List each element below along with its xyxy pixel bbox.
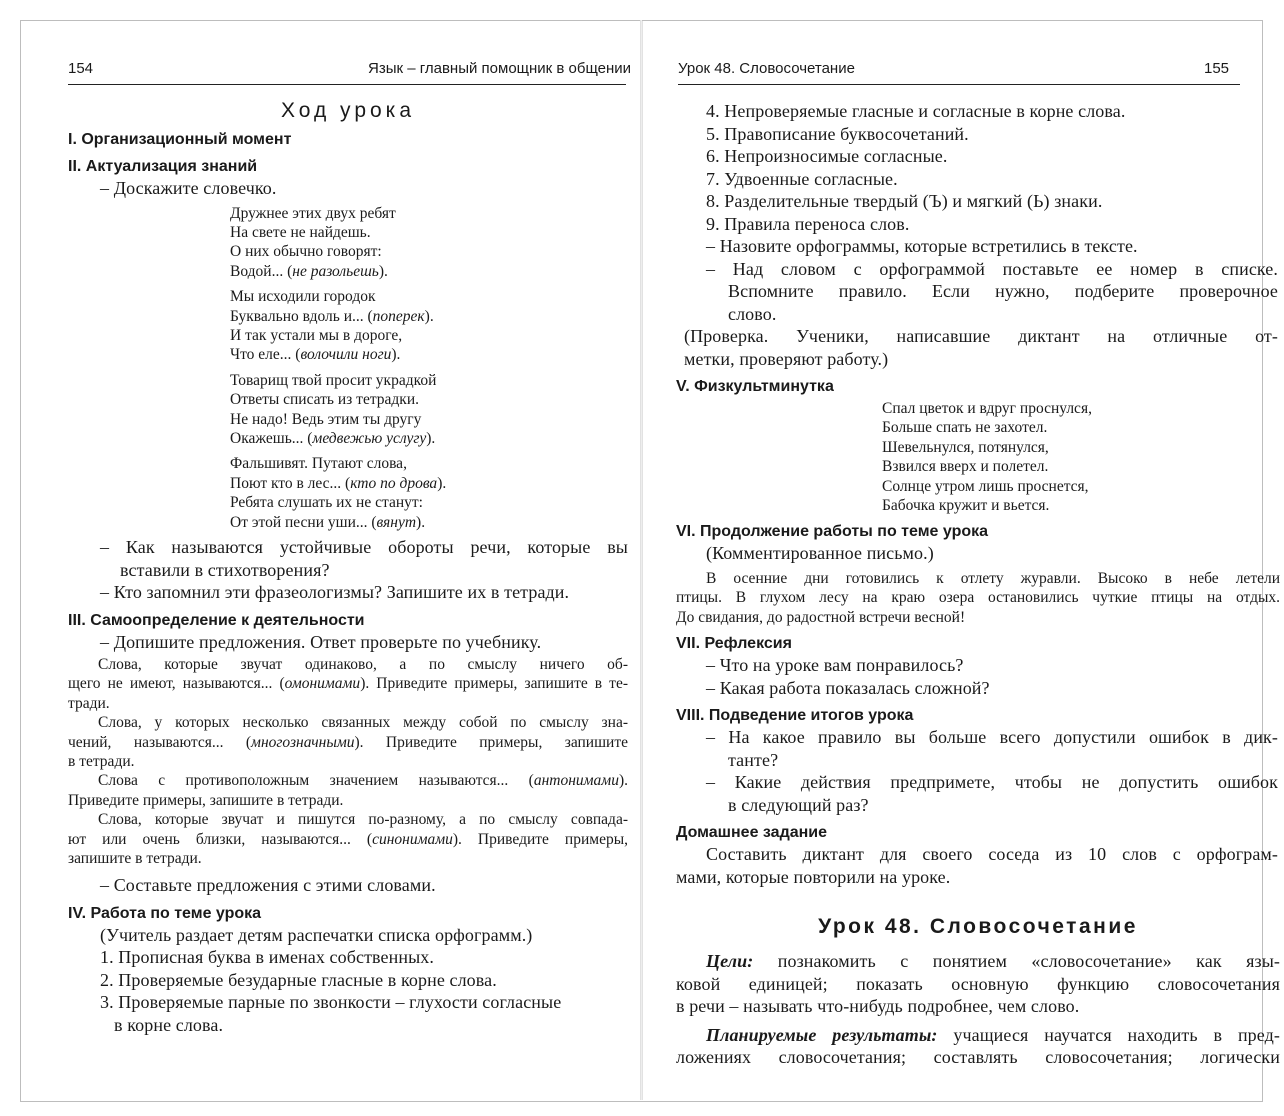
poem-line: Ребята слушать их не станут:	[230, 494, 423, 512]
question-line: в следующий раз?	[728, 794, 869, 815]
section-heading: IV. Работа по теме урока	[68, 904, 262, 922]
section-heading: III. Самоопределение к деятельности	[68, 611, 365, 629]
poem-line: Больше спать не захотел.	[882, 419, 1048, 437]
section-heading: VII. Рефлексия	[676, 635, 792, 653]
spelling-rule-item: 9. Правила переноса слов.	[706, 213, 910, 234]
homework-line: мами, которые повторили на уроке.	[676, 866, 951, 887]
question-line: Вспомните правило. Если нужно, подберите проверочное	[728, 281, 1278, 301]
question-line: – Какая работа показалась сложной?	[706, 677, 990, 698]
poem-line: Дружнее этих двух ребят	[230, 204, 396, 222]
text-line: Планируемые результаты: учащиеся научатся находить в пред-	[706, 1024, 1280, 1045]
text-line: в речи – называть что-нибудь подробнее, чем слово.	[676, 996, 1080, 1017]
teacher-prompt: – Доскажите словечко.	[100, 178, 277, 198]
teacher-note: метки, проверяют работу.)	[684, 348, 889, 369]
text-line: ют или очень близки, называются... (синонимами). Приведите примеры,	[68, 830, 628, 848]
text-line: щего не имеют, называются... (омонимами). Приведите примеры, запишите в те-	[68, 675, 628, 693]
question-line: – Назовите орфограммы, которые встретились в тексте.	[706, 236, 1138, 256]
text-line: в тетради.	[68, 753, 135, 771]
question-line: вставили в стихотворения?	[120, 559, 330, 580]
poem-line: Не надо! Ведь этим ты другу	[230, 410, 422, 428]
homework-line: Составить диктант для своего соседа из 10 слов с орфограм-	[706, 844, 1278, 865]
section-heading: VI. Продолжение работы по теме урока	[676, 523, 989, 541]
answer: синонимами	[372, 830, 453, 848]
text-line: Цели: познакомить с понятием «словосочетание» как язы-	[706, 951, 1280, 972]
text-line: ковой единицей; показать основную функцию словосочетания	[676, 973, 1280, 994]
answer: поперек	[372, 307, 425, 325]
poem-line: Ответы списать из тетрадки.	[230, 391, 419, 409]
poem-line: Спал цветок и вдруг проснулся,	[882, 400, 1092, 417]
poem-line: Взвился вверх и полетел.	[882, 458, 1049, 476]
text-line: В осенние дни готовились к отлету журавли. Высоко в небе летели	[706, 569, 1280, 587]
answer: многозначными	[251, 733, 355, 751]
answer: медвежью услугу	[312, 429, 427, 447]
question-line: – Как называются устойчивые обороты речи, которые вы	[100, 537, 628, 557]
poem-line: Что еле... (волочили ноги).	[230, 346, 401, 364]
answer: не разольешь	[292, 262, 379, 280]
poem-line: Водой... (не разольешь).	[230, 262, 388, 280]
results-label: Планируемые результаты:	[706, 1024, 938, 1045]
text-line: чений, называются... (многозначными). Приведите примеры, запишите	[68, 733, 628, 751]
lesson-goals	[676, 950, 1280, 1069]
right-page	[642, 0, 1284, 1116]
poem-line: От этой песни уши... (вянут).	[230, 513, 426, 531]
riddle-poems	[68, 204, 628, 533]
section-heading: I. Организационный момент	[68, 131, 292, 148]
spelling-rule-item: 7. Удвоенные согласные.	[706, 168, 898, 189]
poem-line: И так устали мы в дороге,	[230, 326, 403, 344]
answer: антонимами	[533, 772, 619, 790]
text-line: Слова, которые звучат одинаково, а по смыслу ничего об-	[98, 656, 628, 673]
poem-line: Бабочка кружит и вьется.	[882, 497, 1050, 515]
question-line: – Над словом с орфограммой поставьте ее номер в списке.	[706, 258, 1278, 279]
question-line: – Какие действия предпримете, чтобы не допустить ошибок	[706, 772, 1278, 793]
text-line: Приведите примеры, запишите в тетради.	[68, 791, 344, 809]
poem-line: Окажешь... (медвежью услугу).	[230, 429, 436, 447]
question-line: – Что на уроке вам понравилось?	[706, 655, 964, 676]
text-line: птицы. В глухом лесу на краю озера остановились чуткие птицы на отдых.	[676, 589, 1280, 607]
poem-line: Фальшивят. Путают слова,	[230, 455, 407, 473]
question-line: – Кто запомнил эти фразеологизмы? Запишите их в тетради.	[100, 582, 570, 602]
answer: волочили ноги	[300, 346, 392, 364]
poem-line: Мы исходили городок	[230, 288, 376, 306]
left-content	[68, 96, 628, 1036]
poem-line: Буквально вдоль и... (поперек).	[230, 307, 434, 325]
running-head: Язык – главный помощник в общении	[368, 60, 632, 77]
spelling-rule-item: в корне слова.	[114, 1014, 224, 1035]
spelling-rule-item: 3. Проверяемые парные по звонкости – глухости согласные	[100, 992, 562, 1013]
teacher-prompt: – Допишите предложения. Ответ проверьте по учебнику.	[100, 631, 542, 652]
exercise-poem	[706, 399, 1278, 515]
definition-paragraphs	[68, 655, 628, 868]
spelling-rule-item: 8. Разделительные твердый (Ъ) и мягкий (Ь) знаки.	[706, 191, 1103, 211]
spelling-rule-item: 1. Прописная буква в именах собственных.	[100, 947, 435, 968]
dictation-text	[676, 569, 1280, 627]
answer: вянут	[376, 513, 417, 531]
homework-heading: Домашнее задание	[676, 824, 828, 842]
answer: кто по дрова	[350, 474, 438, 492]
section-heading: II. Актуализация знаний	[68, 158, 258, 175]
page-number: 155	[1204, 60, 1230, 77]
teacher-note: (Проверка. Ученики, написавшие диктант на отличные от-	[684, 326, 1278, 346]
section-heading: V. Физкультминутка	[676, 378, 834, 395]
text-line: ложениях словосочетания; составлять словосочетания; логически	[676, 1047, 1280, 1068]
section-heading: VIII. Подведение итогов урока	[676, 707, 914, 725]
teacher-note: (Учитель раздает детям распечатки списка орфограмм.)	[100, 924, 533, 945]
right-content	[676, 100, 1280, 1069]
question-line: – На какое правило вы больше всего допустили ошибок в дик-	[706, 727, 1278, 748]
text-line: Слова с противоположным значением называются... (антонимами).	[98, 772, 628, 790]
question-line: слово.	[728, 303, 777, 324]
poem-line: Товарищ твой просит украдкой	[230, 371, 437, 389]
header-rule	[68, 84, 626, 85]
next-lesson-title: Урок 48. Словосочетание	[818, 915, 1138, 939]
poem-line: Поют кто в лес... (кто по дрова).	[230, 474, 447, 492]
spelling-rule-item: 2. Проверяемые безударные гласные в корне слова.	[100, 969, 497, 990]
header-rule	[678, 84, 1240, 85]
text-line: Слова, которые звучат и пишутся по-разному, а по смыслу совпада-	[98, 811, 628, 829]
spelling-rule-item: 6. Непроизносимые согласные.	[706, 146, 948, 166]
answer: омонимами	[284, 675, 361, 693]
poem-line: Шевельнулся, потянулся,	[882, 438, 1049, 456]
question-line: танте?	[728, 749, 779, 770]
goals-label: Цели:	[706, 951, 754, 972]
poem-line: На свете не найдешь.	[230, 223, 371, 241]
text-line: Слова, у которых несколько связанных между собой по смыслу зна-	[98, 714, 628, 732]
poem-line: Солнце утром лишь проснется,	[882, 477, 1089, 495]
text-line: запишите в тетради.	[68, 850, 202, 868]
poem-line: О них обычно говорят:	[230, 243, 382, 261]
lesson-plan-title: Ход урока	[280, 99, 416, 122]
teacher-note: (Комментированное письмо.)	[706, 543, 934, 564]
spelling-rule-item: 5. Правописание буквосочетаний.	[706, 123, 969, 144]
running-head: Урок 48. Словосочетание	[678, 60, 855, 77]
teacher-prompt: – Составьте предложения с этими словами.	[100, 875, 436, 896]
spelling-rule-item: 4. Непроверяемые гласные и согласные в корне слова.	[706, 101, 1126, 121]
text-line: тради.	[68, 694, 110, 712]
text-line: До свидания, до радостной встречи весной!	[676, 608, 966, 626]
page-number: 154	[68, 60, 94, 77]
